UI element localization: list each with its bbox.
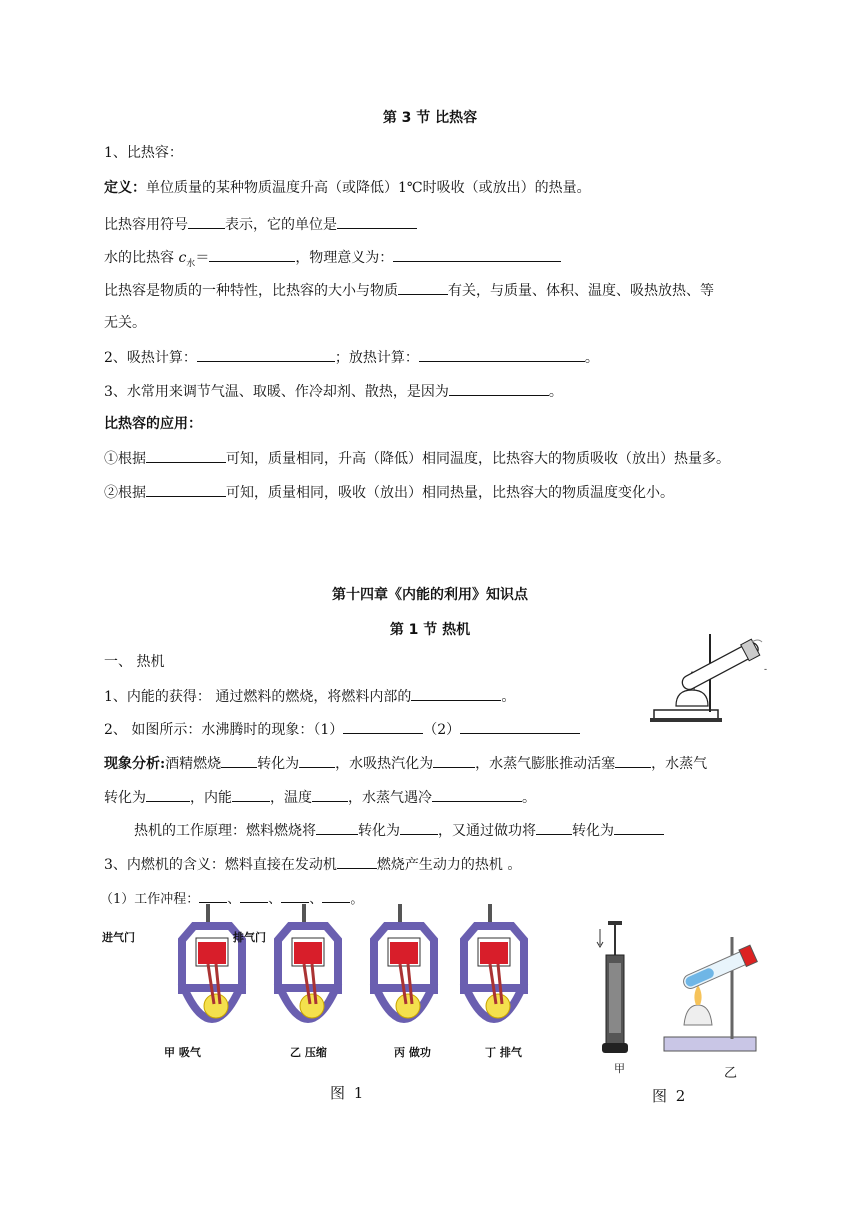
water-line (104, 246, 561, 274)
engine-strokes-figure (96, 900, 556, 1065)
heading-specific-heat: 1、比热容： (104, 145, 183, 161)
stroke-label-power: 丙 做功 (394, 1046, 431, 1059)
fill-blank[interactable] (343, 718, 423, 734)
fill-blank[interactable] (232, 786, 270, 802)
section-title: 第 1 节 热机 (389, 622, 471, 638)
text: ，物理意义为： (295, 250, 394, 266)
engine-power (374, 904, 434, 1019)
calc-line (104, 346, 599, 368)
fill-blank[interactable] (393, 246, 561, 262)
definition-label: 定义： (104, 180, 146, 196)
text: ；放热计算： (334, 350, 419, 366)
heading-heat-engine: 一、 热机 (104, 654, 165, 670)
symbol-line (104, 213, 417, 235)
fill-blank[interactable] (419, 346, 585, 362)
fill-blank[interactable] (146, 786, 190, 802)
text: 表示，它的单位是 (225, 217, 337, 233)
text: 3、水常用来调节气温、取暖、作冷却剂、散热，是因为 (104, 384, 449, 400)
figure-2-label-left: 甲 (614, 1062, 625, 1075)
text: ①根据 (104, 451, 146, 467)
analysis-line (104, 752, 707, 774)
text: 2、 如图所示：水沸腾时的现象：（1） (104, 722, 344, 738)
text: （1）工作冲程： (100, 892, 200, 907)
text: ，水吸热汽化为 (335, 756, 434, 772)
text: 。 (548, 384, 563, 400)
fill-blank[interactable] (536, 819, 572, 835)
engine-intake (182, 904, 242, 1019)
fill-blank[interactable] (221, 752, 257, 768)
fill-blank[interactable] (197, 346, 335, 362)
text: （2） (423, 722, 461, 738)
figure-1-caption: 图 1 (330, 1084, 366, 1102)
text: ＝ (195, 250, 210, 266)
exhaust-valve-label: 排气门 (233, 931, 266, 944)
text: 热机的工作原理：燃料燃烧将 (134, 823, 316, 839)
fill-blank[interactable] (433, 752, 475, 768)
text: 比热容是物质的一种特性，比热容的大小与物质 (104, 283, 398, 299)
text: 3、内燃机的含义：燃料直接在发动机 (104, 857, 337, 873)
fill-blank[interactable] (312, 786, 348, 802)
intake-valve-label: 进气门 (102, 931, 135, 944)
fill-blank[interactable] (146, 447, 226, 463)
figure-2-caption: 图 2 (652, 1087, 688, 1105)
symbol-c: c (178, 250, 187, 266)
section-title: 第 3 节 比热容 (382, 110, 478, 126)
analysis-label: 现象分析: (104, 756, 166, 772)
fill-blank[interactable] (432, 786, 522, 802)
text: 燃烧产生动力的热机 。 (376, 857, 522, 873)
chapter-title: 第十四章《内能的利用》知识点 (332, 587, 528, 603)
text: ，内能 (190, 790, 232, 806)
fill-blank[interactable] (449, 380, 549, 396)
figure-2-apparatus (592, 915, 772, 1065)
stroke-label-exhaust: 丁 排气 (485, 1046, 522, 1059)
text: 可知，质量相同，升高（降低）相同温度，比热容大的物质吸收（放出）热量多。 (226, 451, 730, 467)
boiling-line (104, 718, 580, 740)
text: 有关，与质量、体积、温度、吸热放热、等 (448, 283, 714, 299)
boiling-tube-apparatus-figure (648, 628, 773, 728)
analysis-line-2 (104, 786, 536, 808)
text: 。 (501, 689, 516, 705)
stroke-label-compression: 乙 压缩 (290, 1046, 327, 1059)
subscript-water: 水 (186, 258, 196, 269)
text: 、 (268, 892, 282, 907)
stroke-label-intake: 甲 吸气 (164, 1046, 201, 1059)
text: 、 (309, 892, 323, 907)
text: 。 (584, 350, 599, 366)
text: 。 (522, 790, 536, 806)
definition-text: 单位质量的某种物质温度升高（或降低）1℃时吸收（或放出）的热量。 (146, 180, 591, 196)
text: 1、内能的获得： 通过燃料的燃烧，将燃料内部的 (104, 689, 412, 705)
text: ，水蒸气 (651, 756, 708, 772)
figure-2-label-right: 乙 (724, 1066, 738, 1081)
engine-exhaust (464, 904, 524, 1019)
fill-blank[interactable] (615, 752, 651, 768)
text: 转化为 (257, 756, 300, 772)
text: 2、吸热计算： (104, 350, 197, 366)
application-2 (104, 481, 674, 503)
text: ②根据 (104, 485, 146, 501)
fill-blank[interactable] (146, 481, 226, 497)
fill-blank[interactable] (400, 819, 438, 835)
fill-blank[interactable] (316, 819, 358, 835)
text: 比热容用符号 (104, 217, 188, 233)
text: 转化为 (572, 823, 614, 839)
water-use-line (104, 380, 563, 402)
text: 酒精燃烧 (165, 756, 222, 772)
text: 转化为 (358, 823, 400, 839)
fill-blank[interactable] (614, 819, 664, 835)
fill-blank[interactable] (337, 853, 377, 869)
fill-blank[interactable] (337, 213, 417, 229)
fill-blank[interactable] (411, 685, 501, 701)
text: 转化为 (104, 790, 146, 806)
text: 水的比热容 (104, 250, 179, 266)
text: ，水蒸气膨胀推动活塞 (475, 756, 616, 772)
text: ，水蒸气遇冷 (348, 790, 432, 806)
ice-definition-line (104, 853, 521, 875)
principle-line (134, 819, 664, 841)
text: ，温度 (270, 790, 312, 806)
text: ，又通过做功将 (438, 823, 536, 839)
property-line (104, 279, 714, 301)
fill-blank[interactable] (460, 718, 580, 734)
svg-text:-: - (764, 665, 768, 675)
property-line-2: 无关。 (104, 315, 146, 331)
fill-blank[interactable] (188, 213, 225, 229)
fill-blank[interactable] (299, 752, 335, 768)
internal-energy-line (104, 685, 515, 707)
text: 。 (350, 892, 364, 907)
definition-line (104, 178, 591, 198)
fill-blank[interactable] (398, 279, 448, 295)
fill-blank[interactable] (209, 246, 295, 262)
engine-compression (278, 904, 338, 1019)
text: 可知，质量相同，吸收（放出）相同热量，比热容大的物质温度变化小。 (226, 485, 674, 501)
applications-heading: 比热容的应用： (104, 416, 202, 432)
text: 、 (227, 892, 241, 907)
application-1 (104, 447, 730, 469)
